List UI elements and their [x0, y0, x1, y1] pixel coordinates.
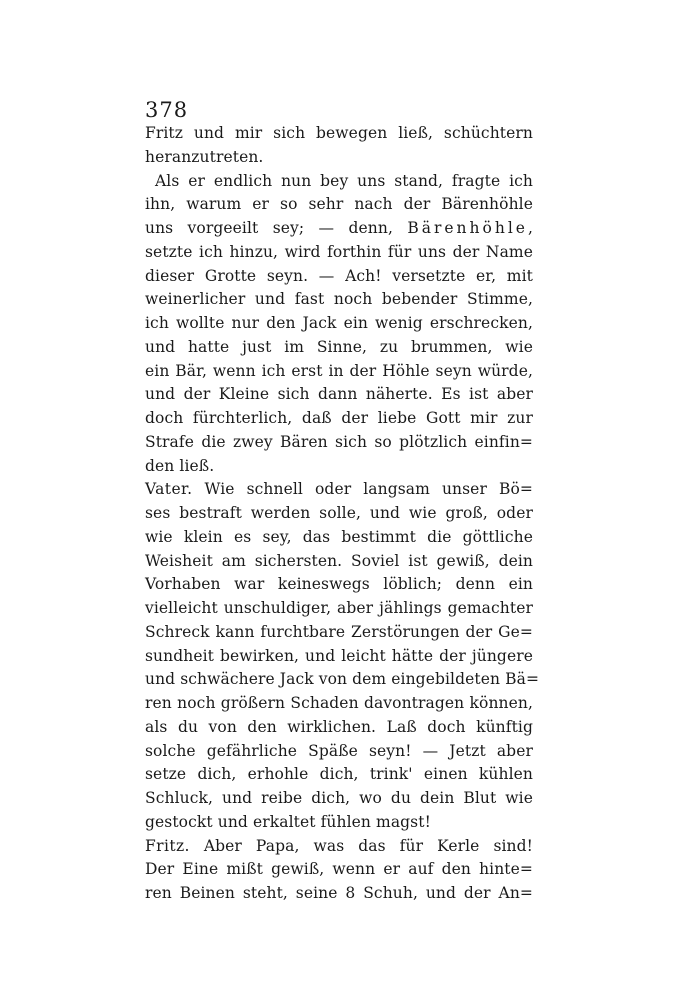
- speaker-label: Vater.: [145, 480, 193, 499]
- text-segment: solche gefährliche Späße seyn! — Jetzt aber: [145, 741, 533, 760]
- text-segment: sundheit bewirken, und leicht hätte der jüngere: [145, 646, 533, 665]
- text-segment: Weisheit am sichersten. Soviel ist gewiß, dein: [145, 551, 533, 570]
- text-segment: wie klein es sey, das bestimmt die göttliche: [145, 527, 533, 546]
- text-segment: Wie schnell oder langsam unser Bö=: [192, 480, 533, 499]
- text-line: [145, 312, 533, 336]
- text-segment: ich wollte nur den Jack ein wenig erschrecken,: [145, 314, 533, 332]
- text-segment: vielleicht unschuldiger, aber jählings gemachter: [145, 599, 533, 617]
- text-segment: doch fürchterlich, daß der liebe Gott mir zur: [145, 409, 533, 427]
- text-line: [145, 716, 533, 740]
- text-line: [145, 360, 533, 384]
- text-segment: gestockt und erkaltet fühlen magst!: [145, 812, 431, 831]
- text-line: [145, 573, 533, 597]
- text-segment: heranzutreten.: [145, 147, 264, 166]
- text-line: [145, 431, 533, 455]
- text-segment: Bärenhöhle: [407, 219, 528, 237]
- text-line: [145, 217, 533, 241]
- text-segment: dieser Grotte seyn. — Ach! versetzte er, mit: [145, 266, 533, 285]
- text-segment: und der Kleine sich dann näherte. Es ist aber: [145, 385, 533, 404]
- text-segment: ren Beinen steht, seine 8 Schuh, und der An=: [145, 884, 533, 902]
- text-line: [145, 621, 533, 645]
- text-line: [145, 811, 533, 835]
- text-segment: Der Eine mißt gewiß, wenn er auf den hinte=: [145, 860, 533, 879]
- body-text: [145, 122, 540, 906]
- text-line: [145, 478, 533, 502]
- text-line: [145, 455, 533, 479]
- text-line: [145, 407, 533, 431]
- text-segment: setzte ich hinzu, wird forthin für uns der Name: [145, 242, 533, 261]
- text-line: [145, 550, 533, 574]
- text-line: [145, 383, 533, 407]
- text-segment: setze dich, erhohle dich, trink' einen kühlen: [145, 765, 533, 784]
- text-segment: weinerlicher und fast noch bebender Stimme,: [145, 290, 533, 309]
- text-line: [145, 763, 533, 787]
- text-segment: Als er endlich nun bey uns stand, fragte ich: [155, 171, 533, 190]
- text-segment: ses bestraft werden solle, und wie groß, oder: [145, 504, 533, 522]
- text-line: [145, 668, 540, 692]
- text-line: [145, 193, 533, 217]
- speaker-label: Fritz.: [145, 836, 190, 855]
- text-segment: den ließ.: [145, 456, 215, 475]
- text-segment: ein Bär, wenn ich erst in der Höhle seyn würde,: [145, 361, 533, 380]
- text-segment: Fritz und mir sich bewegen ließ, schüchtern: [145, 124, 533, 142]
- text-line: [145, 645, 533, 669]
- text-segment: ,: [527, 219, 533, 237]
- page-number: 378: [145, 98, 189, 122]
- text-line: [145, 835, 533, 859]
- text-segment: uns vorgeeilt sey; — denn,: [145, 219, 408, 237]
- text-line: [145, 526, 533, 550]
- text-line: [145, 597, 533, 621]
- text-segment: Strafe die zwey Bären sich so plötzlich einfin=: [145, 432, 533, 451]
- text-segment: Schreck kann furchtbare Zerstörungen der Ge=: [145, 622, 533, 641]
- text-line: [145, 336, 533, 360]
- text-line: [145, 692, 533, 716]
- text-segment: ihn, warum er so sehr nach der Bärenhöhle: [145, 195, 533, 214]
- text-segment: Aber Papa, was das für Kerle sind!: [189, 836, 533, 855]
- text-segment: und schwächere Jack von dem eingebildeten Bä=: [145, 670, 540, 689]
- text-line: [145, 241, 533, 265]
- text-line: [145, 122, 533, 146]
- text-line: [145, 502, 533, 526]
- text-segment: ren noch größern Schaden davontragen können,: [145, 694, 533, 712]
- text-segment: und hatte just im Sinne, zu brummen, wie: [145, 337, 533, 356]
- text-line: [145, 740, 533, 764]
- text-line: [145, 882, 533, 906]
- text-line: [145, 787, 533, 811]
- text-line: [145, 265, 533, 289]
- text-segment: Vorhaben war keineswegs löblich; denn ein: [145, 575, 533, 594]
- text-line: [145, 146, 533, 170]
- text-line: [145, 858, 533, 882]
- text-segment: als du von den wirklichen. Laß doch künftig: [145, 717, 533, 736]
- text-line: [145, 170, 533, 194]
- text-segment: Schluck, und reibe dich, wo du dein Blut wie: [145, 789, 533, 807]
- text-line: [145, 288, 533, 312]
